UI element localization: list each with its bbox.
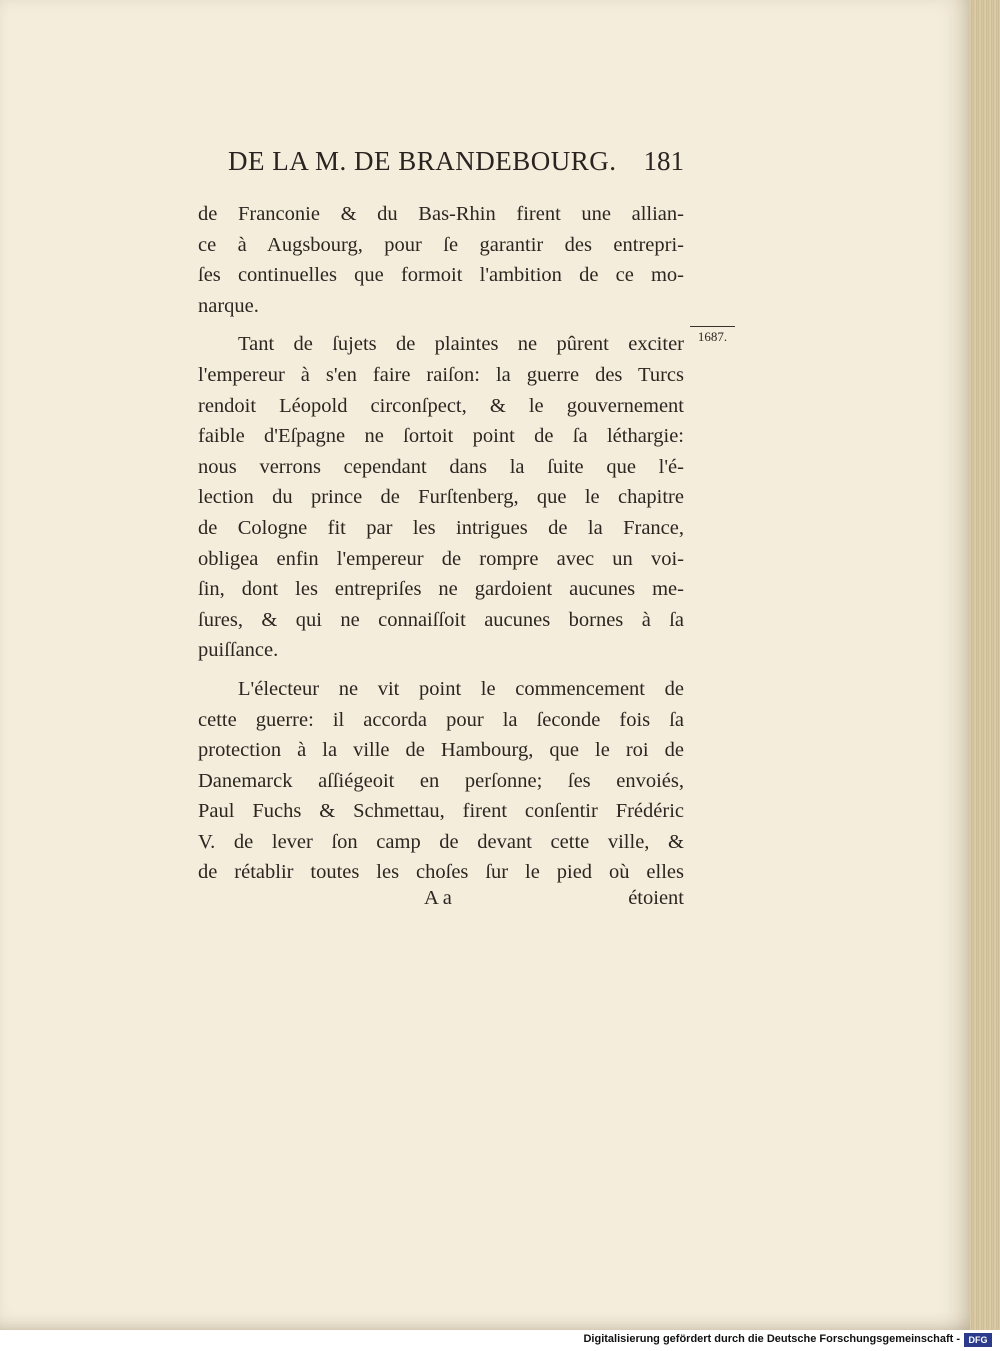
- text-line: ſures, & qui ne connaiſſoit aucunes bornes à ſa: [198, 608, 684, 631]
- running-head: DE LA M. DE BRANDEBOURG.: [228, 146, 617, 176]
- margin-date-note: 1687.: [690, 326, 735, 345]
- text-line: Tant de ſujets de plaintes ne pûrent exciter: [238, 333, 684, 356]
- page-footer: [198, 887, 684, 917]
- body-text: [198, 199, 684, 888]
- text-line: narque.: [198, 294, 259, 317]
- page-header: [228, 146, 684, 186]
- page-number: 181: [643, 146, 684, 176]
- text-line: faible d'Eſpagne ne ſortoit point de ſa léthargie:: [198, 425, 684, 448]
- funding-credit: Digitalisierung gefördert durch die Deutsche Forschungsgemeinschaft -: [583, 1333, 960, 1345]
- text-line: de Cologne fit par les intrigues de la France,: [198, 516, 684, 539]
- text-line: ſin, dont les entrepriſes ne gardoient aucunes me-: [198, 578, 684, 601]
- signature-mark: A a: [424, 887, 452, 909]
- text-line: l'empereur à s'en faire raiſon: la guerre des Turcs: [198, 363, 684, 386]
- text-line: cette guerre: il accorda pour la ſeconde fois ſa: [198, 708, 684, 731]
- dfg-logo-icon: DFG: [964, 1333, 992, 1347]
- text-line: nous verrons cependant dans la ſuite que l'é-: [198, 455, 684, 478]
- text-line: L'électeur ne vit point le commencement de: [238, 677, 684, 700]
- catchword: étoient: [628, 887, 684, 909]
- text-line: rendoit Léopold circonſpect, & le gouvernement: [198, 394, 684, 417]
- text-line: Danemarck aſſiégeoit en perſonne; ſes envoiés,: [198, 769, 684, 792]
- text-line: protection à la ville de Hambourg, que le roi de: [198, 739, 684, 762]
- text-line: ſes continuelles que formoit l'ambition de ce mo-: [198, 264, 684, 287]
- text-line: de rétablir toutes les choſes ſur le pied où elles: [198, 861, 684, 884]
- text-line: lection du prince de Furſtenberg, que le chapitre: [198, 486, 684, 509]
- paragraph-3: [198, 674, 684, 888]
- text-line: obligea enfin l'empereur de rompre avec un voi-: [198, 547, 684, 570]
- text-line: Paul Fuchs & Schmettau, firent conſentir Frédéric: [198, 800, 684, 823]
- paragraph-2: [198, 329, 684, 666]
- text-line: ce à Augsbourg, pour ſe garantir des entrepri-: [198, 233, 684, 256]
- paragraph-1: [198, 199, 684, 321]
- text-line: V. de lever ſon camp de devant cette ville, &: [198, 830, 684, 853]
- text-line: de Franconie & du Bas-Rhin firent une allian-: [198, 203, 684, 225]
- text-line: puiſſance.: [198, 639, 279, 662]
- credit-bar: [0, 1330, 1000, 1351]
